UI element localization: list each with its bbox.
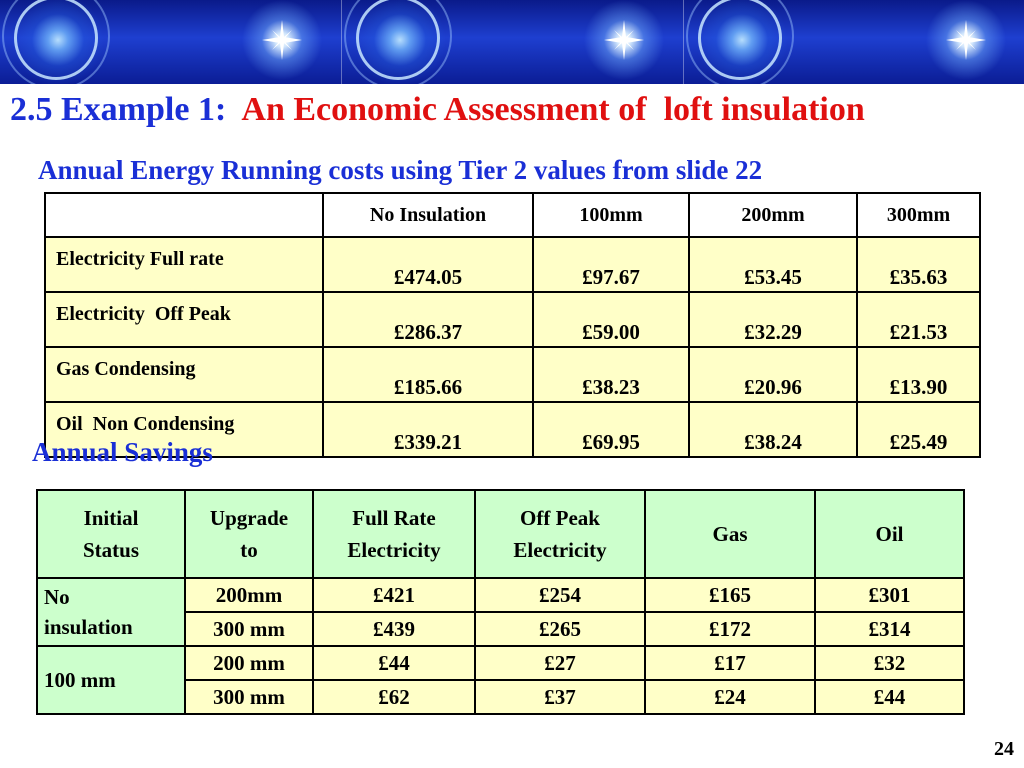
table-row [37, 646, 964, 680]
table-cell: £62 [313, 680, 475, 714]
banner-panel [684, 0, 1024, 84]
table-row [45, 237, 980, 292]
header-cell: 100mm [533, 193, 689, 237]
savings-heading: Annual Savings [32, 437, 213, 467]
table-cell: £165 [645, 578, 815, 612]
row-label: Gas Condensing [45, 347, 323, 402]
table-cell: £314 [815, 612, 964, 646]
table-cell: £24 [645, 680, 815, 714]
table-cell: £27 [475, 646, 645, 680]
table-cell: £421 [313, 578, 475, 612]
header-cell-gas: Gas [645, 490, 815, 578]
table-cell: £301 [815, 578, 964, 612]
slide-title-text: An Economic Assessment of loft insulation [241, 91, 865, 128]
status-line: 100 mm [44, 668, 116, 692]
header-banner [0, 0, 1024, 84]
table-cell: £254 [475, 578, 645, 612]
header-line: Upgrade [209, 506, 289, 530]
slide-title [10, 88, 865, 132]
header-line: Full Rate [352, 506, 436, 530]
page-number: 24 [994, 738, 1014, 760]
status-line: insulation [44, 615, 133, 639]
table-cell: £185.66 [323, 347, 533, 402]
header-line: Initial [83, 506, 139, 530]
table-cell: £38.24 [689, 402, 857, 457]
sparkle-icon [262, 20, 302, 60]
table-cell: £44 [815, 680, 964, 714]
status-line: No [44, 585, 70, 609]
sparkle-icon [604, 20, 644, 60]
table-cell: £265 [475, 612, 645, 646]
savings-table [36, 489, 965, 715]
running-costs-table [44, 192, 981, 458]
table-cell: £35.63 [857, 237, 980, 292]
table-header-row [37, 490, 964, 578]
status-cell [37, 578, 185, 646]
upgrade-cell: 200 mm [185, 646, 313, 680]
table-cell: £20.96 [689, 347, 857, 402]
table-cell: £286.37 [323, 292, 533, 347]
table-cell: £13.90 [857, 347, 980, 402]
header-cell: 300mm [857, 193, 980, 237]
row-label: Electricity Off Peak [45, 292, 323, 347]
table-cell: £21.53 [857, 292, 980, 347]
running-costs-heading: Annual Energy Running costs using Tier 2 values from slide 22 [38, 155, 763, 185]
upgrade-cell: 300 mm [185, 680, 313, 714]
table-cell: £59.00 [533, 292, 689, 347]
header-line: to [240, 538, 258, 562]
header-cell: No Insulation [323, 193, 533, 237]
header-cell [45, 193, 323, 237]
table-row [37, 578, 964, 612]
table-cell: £17 [645, 646, 815, 680]
header-line: Electricity [513, 538, 607, 562]
header-line: Electricity [347, 538, 441, 562]
table-cell: £37 [475, 680, 645, 714]
table-cell: £32 [815, 646, 964, 680]
header-line: Off Peak [520, 506, 600, 530]
row-label: Electricity Full rate [45, 237, 323, 292]
header-cell-off-peak [475, 490, 645, 578]
header-cell: 200mm [689, 193, 857, 237]
header-cell-full-rate [313, 490, 475, 578]
table-cell: £439 [313, 612, 475, 646]
upgrade-cell: 300 mm [185, 612, 313, 646]
table-cell: £32.29 [689, 292, 857, 347]
table-cell: £69.95 [533, 402, 689, 457]
upgrade-cell: 200mm [185, 578, 313, 612]
table-cell: £339.21 [323, 402, 533, 457]
header-cell-oil: Oil [815, 490, 964, 578]
header-cell-initial-status [37, 490, 185, 578]
sparkle-icon [946, 20, 986, 60]
table-header-row [45, 193, 980, 237]
table-cell: £474.05 [323, 237, 533, 292]
row-label: Oil Non Condensing [45, 402, 323, 457]
table-row [45, 347, 980, 402]
status-cell [37, 646, 185, 714]
table-cell: £97.67 [533, 237, 689, 292]
slide-title-number: 2.5 Example 1: [10, 91, 227, 128]
header-line: Status [82, 538, 140, 562]
header-cell-upgrade [185, 490, 313, 578]
table-cell: £38.23 [533, 347, 689, 402]
table-cell: £172 [645, 612, 815, 646]
table-row [45, 292, 980, 347]
table-cell: £25.49 [857, 402, 980, 457]
banner-panel [0, 0, 341, 84]
banner-panel [342, 0, 683, 84]
table-cell: £53.45 [689, 237, 857, 292]
table-cell: £44 [313, 646, 475, 680]
